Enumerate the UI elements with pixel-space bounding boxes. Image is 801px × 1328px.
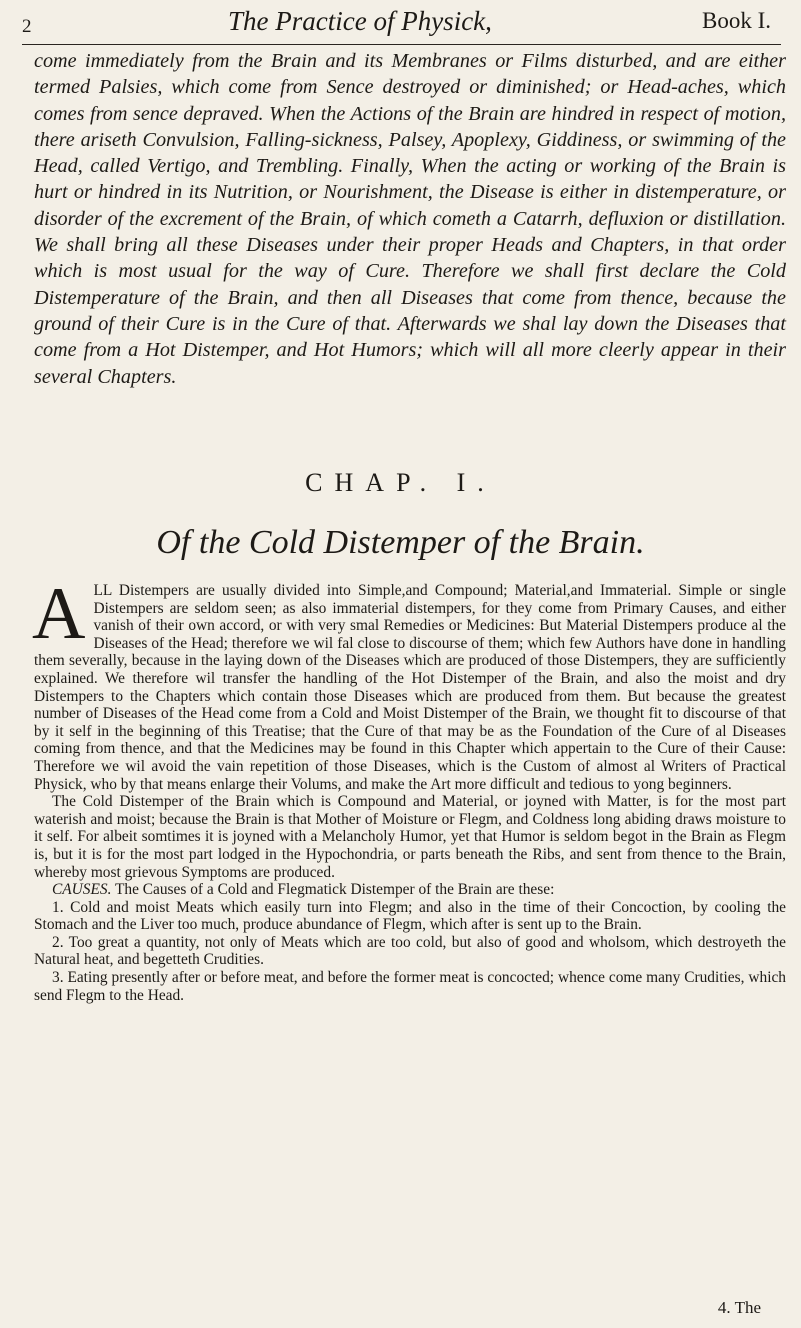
causes-paragraph [34,881,786,899]
cause-item: 1. Cold and moist Meats which easily turn into Flegm; and also in the time of their Concoction, by cooling the Stomach and the Liver too much, produce abundance of Flegm, which after is sent up to the Brain. [34,898,786,934]
first-paragraph-text: LL Distempers are usually divided into Simple,and Compound; Material,and Immaterial. Simple or single Distempers are seldom seen; as also immaterial distempers, for they come from Primary Causes, and either vanish of their own accord, or with very smal Remedies or Medicines: But Material Distempers produce al the Diseases of the Head; therefore we wil fal close to discourse of them; which few Authors have done in handling them severally, because in the laying down of the Diseases which are produced of those Distempers, they are sufficiently explained. We therefore wil transfer the handling of the Hot Distemper of the Brain, and also the moist and dry Distempers to the Chapters which contain those Diseases which are produced from them. But because the greatest number of Diseases of the Head come from a Cold and Moist Distemper of the Brain, we thought fit to discourse of that by it self in the beginning of this Treatise; that the Cure of that may be as the Foundation of the Cure of al Diseases coming from thence, and that the Medicines may be found in this Chapter which appertain to the Cure of their Cause: Therefore we wil avoid the vain repetition of those Diseases, which is the Custom of almost al Writers of Practical Physick, who by that means enlarge their Volums, and make the Art more difficult and tedious to yong beginners. [34,582,786,793]
chapter-title: Of the Cold Distemper of the Brain. [156,524,645,561]
drop-cap: A [32,573,86,655]
catchword: 4. The [717,1298,761,1317]
first-paragraph [32,573,786,793]
page-header [22,4,781,45]
running-title: The Practice of Physick, [228,6,492,36]
cause-item: 2. Too great a quantity, not only of Meats which are too cold, but also of good and wholsom, which destroyeth the Natural heat, and begetteth Crudities. [34,933,786,969]
causes-label: CAUSES. [52,881,112,899]
intro-paragraph: come immediately from the Brain and its Membranes or Films disturbed, and are either termed Palsies, which come from Sence destroyed or diminished; or Head-aches, which comes from sence depraved. When the Actions of the Brain are hindred in respect of motion, there ariseth Convulsion, Falling-sickness, Palsey, Apoplexy, Giddiness, or swimming of the Head, called Vertigo, and Trembling. Finally, When the acting or working of the Brain is hurt or hindred in its Nutrition, or Nourishment, the Disease is either in distemperature, or disorder of the excrement of the Brain, of which cometh a Catarrh, defluxion or distillation. We shall bring all these Diseases under their proper Heads and Chapters, in that order which is most usual for the way of Cure. Therefore we shall first declare the Cold Distemperature of the Brain, and then all Diseases that come from thence, because the ground of their Cure is in the Cure of that. Afterwards we shal lay down the Diseases that come from a Hot Distemper, and Hot Humors; which will all more cleerly appear in their several Chapters. [34,50,786,388]
second-paragraph: The Cold Distemper of the Brain which is Compound and Material, or joyned with Matter, is for the most part waterish and moist; because the Brain is that Mother of Moisture or Flegm, and Coldness long abiding draws moisture to it self. For albeit somtimes it is joyned with a Melancholy Humor, yet that Humor is seldom begot in the Brain as Flegm is, but it is for the most part lodged in the Hypochondria, or parts beneath the Ribs, and sent from thence to the Brain, whereby most grievous Symptoms are produced. [34,793,786,881]
chapter-body [32,573,786,1004]
book-label: Book I. [702,8,771,33]
page-number: 2 [22,16,32,37]
cause-item: 3. Eating presently after or before meat, and before the former meat is concocted; whence come many Crudities, which send Flegm to the Head. [34,969,786,1004]
causes-intro: The Causes of a Cold and Flegmatick Distemper of the Brain are these: [111,881,555,899]
chapter-heading: CHAP. I. [305,468,496,497]
